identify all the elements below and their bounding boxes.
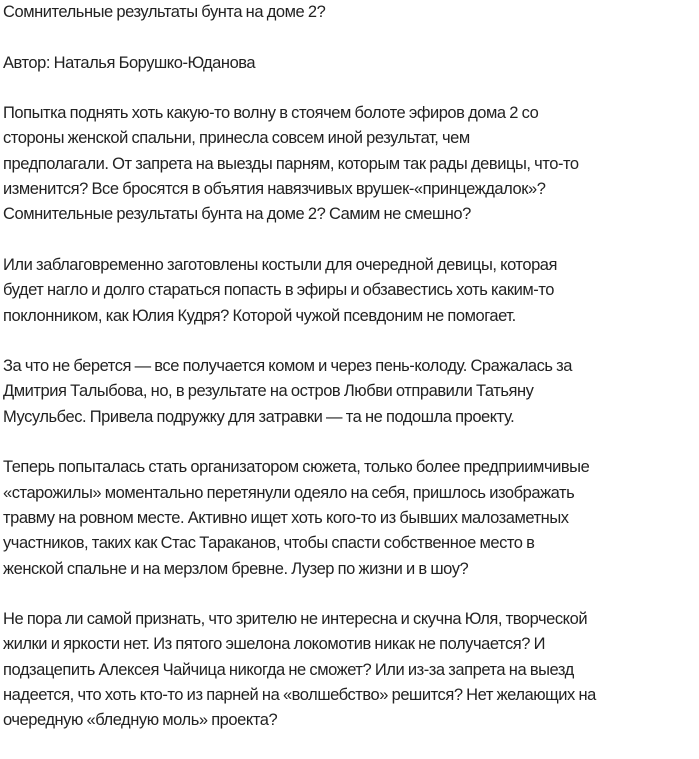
paragraph-line: подзацепить Алексея Чайчица никогда не сможет? Или из-за запрета на выезд xyxy=(3,660,574,679)
paragraph-line: травму на ровном месте. Активно ищет хоть кого-то из бывших малозаметных xyxy=(3,508,569,527)
paragraph-line: предполагали. От запрета на выезды парням, которым так рады девицы, что-то xyxy=(3,154,579,173)
paragraph-line: Теперь попыталась стать организатором сюжета, только более предприимчивые xyxy=(3,458,590,477)
paragraph-4 xyxy=(3,455,699,581)
article-title-text: Сомнительные результаты бунта на доме 2? xyxy=(3,3,326,21)
article-title xyxy=(3,0,699,25)
paragraph-line: поклонником, как Юлия Кудря? Которой чужой псевдоним не помогает. xyxy=(3,306,516,325)
paragraph-line: стороны женской спальни, принесла совсем иной результат, чем xyxy=(3,129,470,148)
paragraph-line: надеется, что хоть кто-то из парней на «волшебство» решится? Нет желающих на xyxy=(3,686,596,705)
paragraph-3 xyxy=(3,354,699,430)
paragraph-line: Или заблаговременно заготовлены костыли для очередной девицы, которая xyxy=(3,255,558,274)
paragraph-line: изменится? Все бросятся в объятия навязчивых врушек-«принцеждалок»? xyxy=(3,180,546,199)
article-author xyxy=(3,51,699,76)
paragraph-line: Дмитрия Талыбова, но, в результате на остров Любви отправили Татьяну xyxy=(3,382,534,401)
paragraph-line: будет нагло и долго стараться попасть в эфиры и обзавестись хоть каким-то xyxy=(3,281,554,300)
article-author-text: Автор: Наталья Борушко-Юданова xyxy=(3,53,256,72)
paragraph-line: «старожилы» моментально перетянули одеяло на себя, пришлось изображать xyxy=(3,483,575,502)
paragraph-line: участников, таких как Стас Тараканов, чтобы спасти собственное место в xyxy=(3,534,535,553)
paragraph-line: жилки и яркости нет. Из пятого эшелона локомотив никак не получается? И xyxy=(3,635,545,654)
paragraph-line: очередную «бледную моль» проекта? xyxy=(3,711,278,730)
paragraph-line: женской спальне и на мерзлом бревне. Лузер по жизни и в шоу? xyxy=(3,559,469,578)
paragraph-line: Мусульбес. Привела подружку для затравки — та не подошла проекту. xyxy=(3,407,515,426)
article xyxy=(3,0,699,759)
paragraph-line: Попытка поднять хоть какую-то волну в стоячем болоте эфиров дома 2 со xyxy=(3,104,539,123)
paragraph-line: За что не берется — все получается комом и через пень-колоду. Сражалась за xyxy=(3,357,573,376)
paragraph-5 xyxy=(3,607,699,733)
paragraph-line: Не пора ли самой признать, что зрителю не интересна и скучна Юля, творческой xyxy=(3,610,588,629)
paragraph-2 xyxy=(3,253,699,329)
paragraph-line: Сомнительные результаты бунта на доме 2? Самим не смешно? xyxy=(3,205,471,224)
paragraph-1 xyxy=(3,101,699,227)
